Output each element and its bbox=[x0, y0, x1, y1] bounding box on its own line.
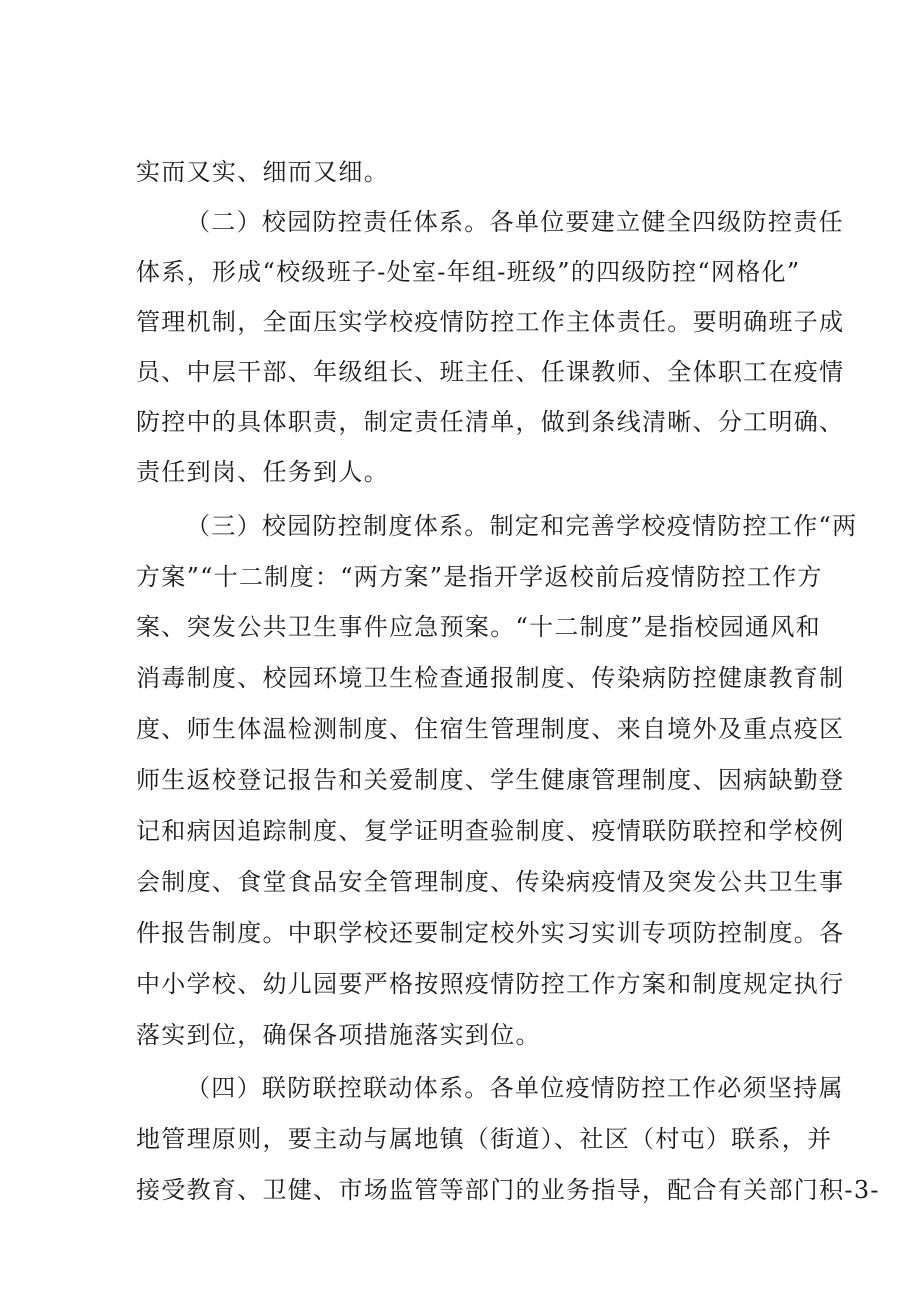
text-line: 案、突发公共卫生事件应急预案。“十二制度”是指校园通风和 bbox=[136, 613, 821, 641]
text-line bbox=[136, 1175, 880, 1205]
text-line: 责任到岗、任务到人。 bbox=[136, 458, 389, 486]
paragraph-heading-line: （二）校园防控责任体系。各单位要建立健全四级防控责任 bbox=[186, 208, 844, 236]
text-line: 会制度、食堂食品安全管理制度、传染病疫情及突发公共卫生事 bbox=[136, 868, 845, 896]
text-line: 方案”“十二制度：“两方案”是指开学返校前后疫情防控工作方 bbox=[136, 563, 823, 591]
text-line: 实而又实、细而又细。 bbox=[136, 158, 389, 186]
text-line: 中小学校、幼儿园要严格按照疫情防控工作方案和制度规定执行 bbox=[136, 970, 845, 998]
text-line: 管理机制，全面压实学校疫情防控工作主体责任。要明确班子成 bbox=[136, 308, 845, 336]
text-line: 地管理原则，要主动与属地镇（街道）、社区（村屯）联系，并 bbox=[136, 1125, 833, 1153]
text-line: 落实到位，确保各项措施落实到位。 bbox=[136, 1021, 541, 1049]
text-line: 员、中层干部、年级组长、班主任、任课教师、全体职工在疫情 bbox=[136, 358, 845, 386]
paragraph-heading-line: （三）校园防控制度体系。制定和完善学校疫情防控工作“两 bbox=[186, 512, 858, 540]
page-number: -3- bbox=[844, 1176, 880, 1204]
text-line: 防控中的具体职责，制定责任清单，做到条线清晰、分工明确、 bbox=[136, 408, 845, 436]
text-line: 度、师生体温检测制度、住宿生管理制度、来自境外及重点疫区 bbox=[136, 715, 845, 743]
text-line: 消毒制度、校园环境卫生检查通报制度、传染病防控健康教育制 bbox=[136, 664, 845, 692]
text-line: 记和病因追踪制度、复学证明查验制度、疫情联防联控和学校例 bbox=[136, 817, 845, 845]
text-line-content: 接受教育、卫健、市场监管等部门的业务指导，配合有关部门积 bbox=[136, 1176, 845, 1204]
text-line: 件报告制度。中职学校还要制定校外实习实训专项防控制度。各 bbox=[136, 919, 845, 947]
text-line: 体系，形成“校级班子-处室-年组-班级”的四级防控“网格化” bbox=[136, 258, 801, 286]
text-line: 师生返校登记报告和关爱制度、学生健康管理制度、因病缺勤登 bbox=[136, 766, 845, 794]
paragraph-heading-line: （四）联防联控联动体系。各单位疫情防控工作必须坚持属 bbox=[186, 1074, 844, 1102]
